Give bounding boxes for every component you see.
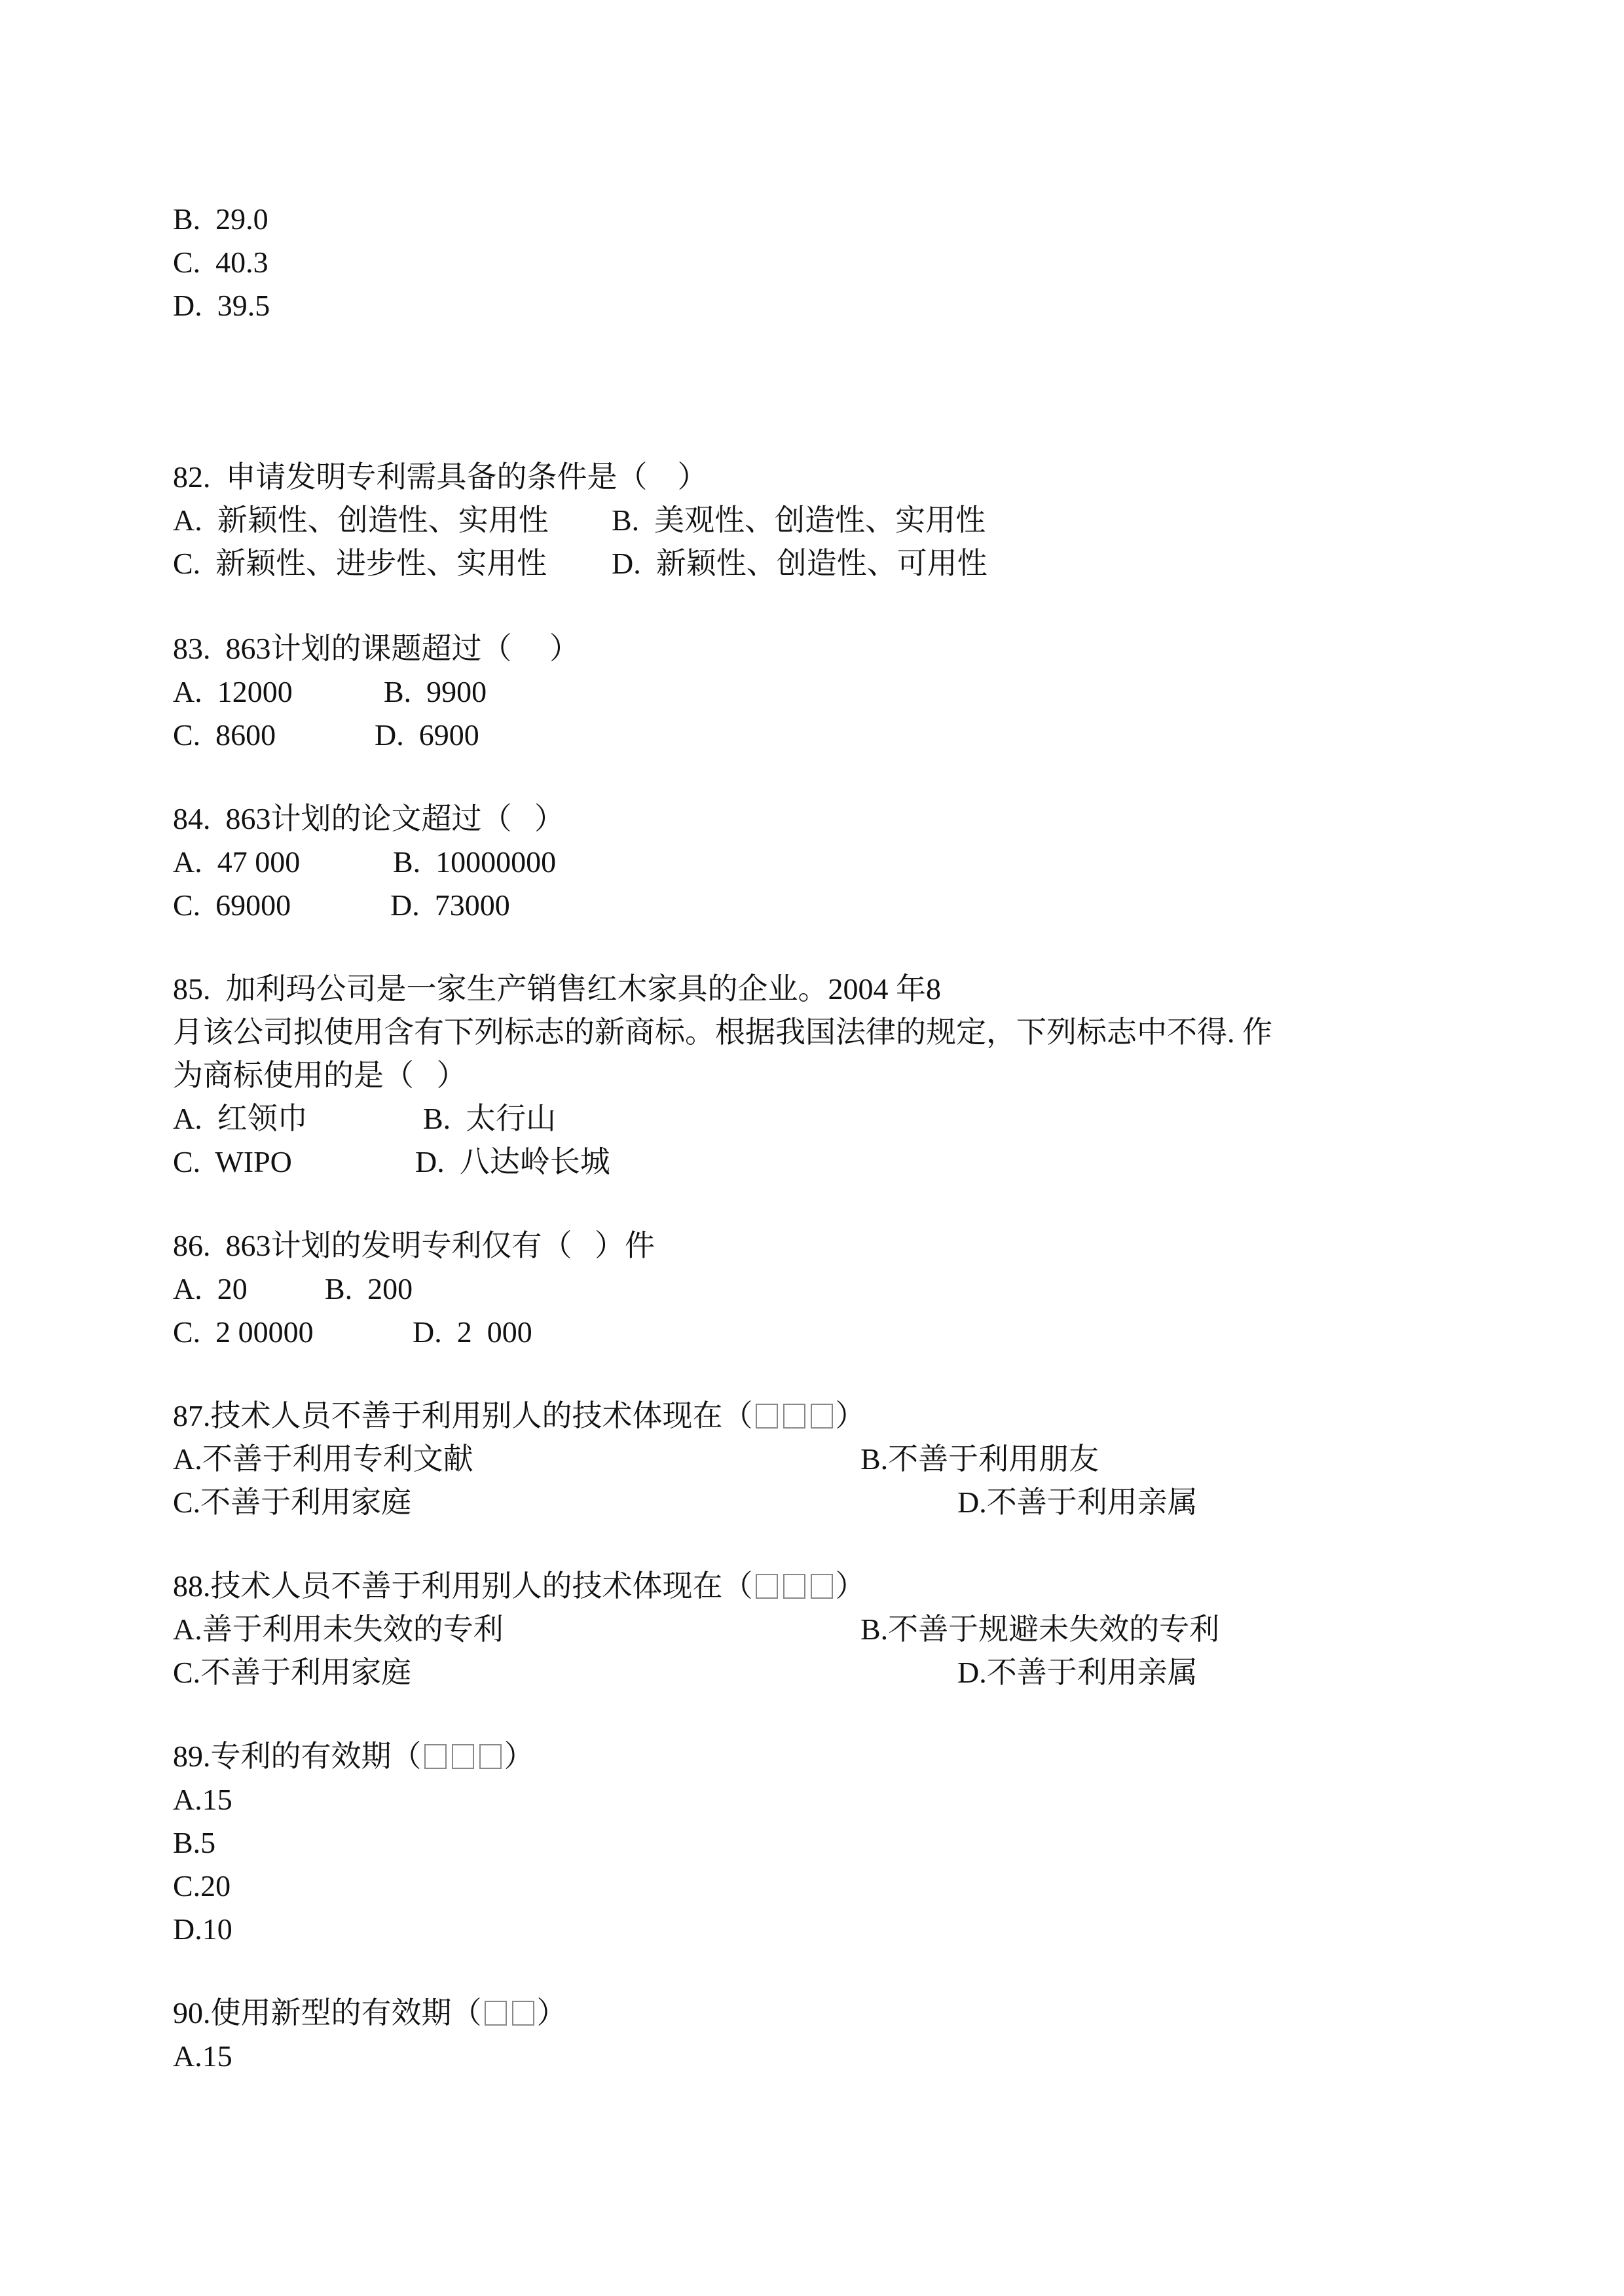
q83-option-c: C. 8600: [173, 718, 276, 752]
q89-stem-close: ）: [504, 1740, 534, 1773]
q84-option-d: D. 73000: [390, 888, 510, 922]
q87-option-b: B.不善于利用朋友: [860, 1442, 1099, 1476]
q81-option-b: B. 29.0: [173, 202, 268, 236]
answer-blank: [422, 1735, 504, 1778]
q86-option-c: C. 2 00000: [173, 1315, 314, 1349]
q86-option-a: A. 20: [173, 1272, 248, 1305]
q83-stem: 83. 863计划的课题超过（ ）: [173, 632, 580, 665]
q84-option-a: A. 47 000: [173, 845, 301, 879]
q89-stem: [173, 1735, 534, 1778]
q90-stem-text: 90.使用新型的有效期（: [173, 1996, 482, 2030]
q81-option-d: D. 39.5: [173, 289, 270, 322]
q81-option-c: C. 40.3: [173, 246, 268, 279]
q83-option-d: D. 6900: [375, 718, 479, 752]
q87-stem-text: 87.技术人员不善于利用别人的技术体现在（: [173, 1399, 753, 1432]
q88-stem-close: ）: [835, 1569, 866, 1603]
q89-option-d: D.10: [173, 1912, 232, 1946]
q89-option-c: C.20: [173, 1869, 231, 1903]
q87-stem: [173, 1394, 866, 1438]
q84-option-c: C. 69000: [173, 888, 291, 922]
q86-stem: 86. 863计划的发明专利仅有（ ）件: [173, 1229, 655, 1262]
q85-stem-line-2: 月该公司拟使用含有下列标志的新商标。根据我国法律的规定，下列标志中不得. 作: [173, 1015, 1272, 1049]
q83-option-b: B. 9900: [384, 675, 487, 708]
q85-option-a: A. 红领巾: [173, 1102, 308, 1135]
answer-blank: [753, 1565, 836, 1608]
q88-option-d: D.不善于利用亲属: [957, 1656, 1198, 1689]
q88-stem-text: 88.技术人员不善于利用别人的技术体现在（: [173, 1569, 753, 1603]
q89-option-b: B.5: [173, 1826, 216, 1859]
q88-option-a: A.善于利用未失效的专利: [173, 1613, 504, 1646]
q89-stem-text: 89.专利的有效期（: [173, 1740, 422, 1773]
q89-option-a: A.15: [173, 1783, 232, 1816]
q90-stem: [173, 1992, 567, 2035]
q82-option-a: A. 新颖性、创造性、实用性: [173, 503, 549, 537]
q85-option-b: B. 太行山: [423, 1102, 557, 1135]
q85-option-d: D. 八达岭长城: [415, 1145, 610, 1178]
q84-option-b: B. 10000000: [393, 845, 557, 879]
q87-stem-close: ）: [835, 1399, 866, 1432]
q82-stem: 82. 申请发明专利需具备的条件是（ ）: [173, 460, 708, 494]
q87-option-a: A.不善于利用专利文献: [173, 1442, 473, 1476]
q82-option-b: B. 美观性、创造性、实用性: [612, 503, 986, 537]
q83-option-a: A. 12000: [173, 675, 293, 708]
q88-option-c: C.不善于利用家庭: [173, 1656, 412, 1689]
q90-option-a: A.15: [173, 2039, 232, 2073]
q86-option-d: D. 2 000: [413, 1315, 532, 1349]
q82-option-d: D. 新颖性、创造性、可用性: [612, 547, 987, 580]
answer-blank: [482, 1992, 537, 2035]
q88-stem: [173, 1565, 866, 1608]
q90-stem-close: ）: [536, 1996, 567, 2030]
q82-option-c: C. 新颖性、进步性、实用性: [173, 547, 547, 580]
q85-option-c: C. WIPO: [173, 1145, 292, 1178]
q85-stem-line-3: 为商标使用的是（ ）: [173, 1059, 467, 1092]
q84-stem: 84. 863计划的论文超过（ ）: [173, 802, 564, 835]
q88-option-b: B.不善于规避未失效的专利: [860, 1613, 1220, 1646]
q86-option-b: B. 200: [325, 1272, 413, 1305]
answer-blank: [753, 1394, 836, 1438]
q87-option-d: D.不善于利用亲属: [957, 1485, 1198, 1519]
q87-option-c: C.不善于利用家庭: [173, 1485, 412, 1519]
q85-stem-line-1: 85. 加利玛公司是一家生产销售红木家具的企业。2004 年8: [173, 972, 941, 1006]
